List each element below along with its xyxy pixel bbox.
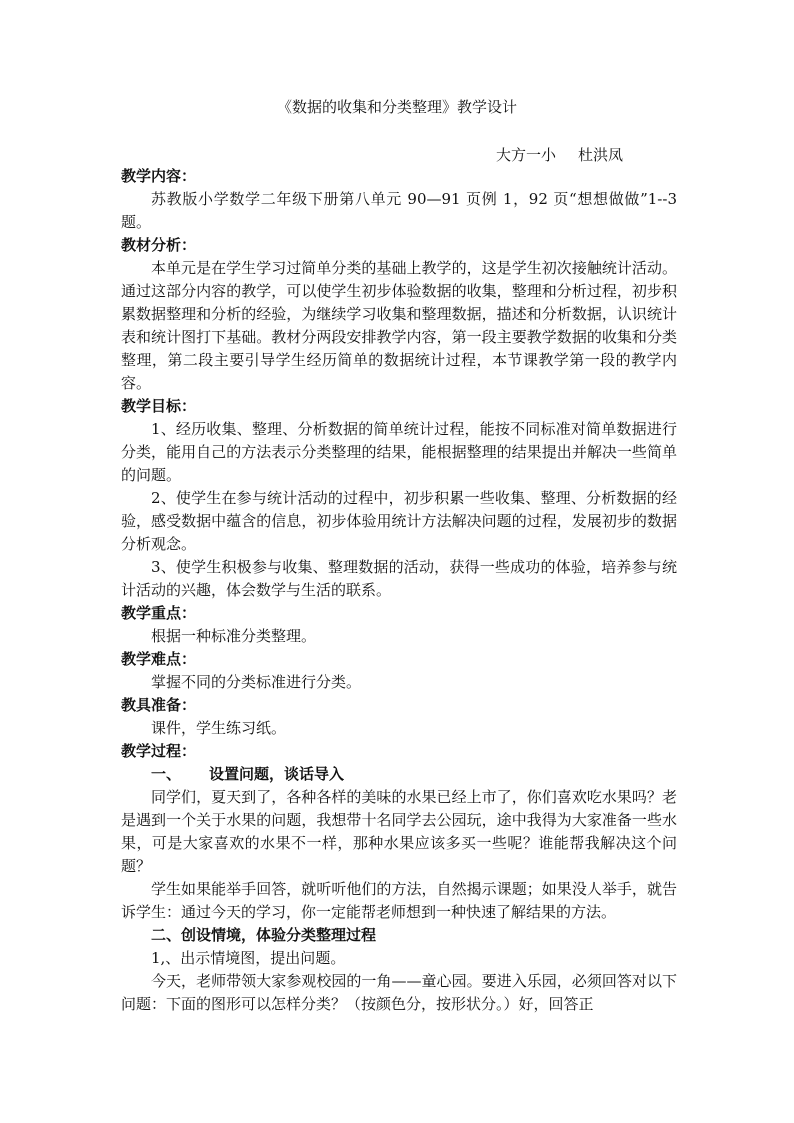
section-difficulties — [121, 648, 677, 694]
section-goals — [121, 395, 677, 602]
author-name: 杜洪凤 — [578, 146, 624, 164]
section-heading: 教学内容： — [121, 167, 197, 185]
paragraph: 学生如果能举手回答，就听听他们的方法，自然揭示课题；如果没人举手，就告诉学生：通过今天的学习，你一定能帮老师想到一种快速了解结果的方法。 — [121, 880, 677, 921]
paragraph: 课件，学生练习纸。 — [151, 719, 287, 737]
paragraph: 3、使学生积极参与收集、整理数据的活动，获得一些成功的体验，培养参与统计活动的兴趣，体会数学与生活的联系。 — [121, 558, 677, 599]
paragraph: 今天，老师带领大家参观校园的一角——童心园。要进入乐园，必须回答对以下问题：下面的图形可以怎样分类？（按颜色分，按形状分。）好，回答正 — [121, 972, 677, 1013]
paragraph: 苏教版小学数学二年级下册第八单元 90—91 页例 1，92 页“想想做做”1--3 题。 — [121, 190, 677, 231]
section-key-points — [121, 602, 677, 648]
step-two-heading: 二、创设情境，体验分类整理过程 — [151, 926, 377, 944]
paragraph: 1、经历收集、整理、分析数据的简单统计过程，能按不同标准对简单数据进行分类，能用自己的方法表示分类整理的结果，能根据整理的结果提出并解决一些简单的问题。 — [121, 420, 677, 484]
paragraph: 1,、出示情境图，提出问题。 — [151, 949, 346, 967]
paragraph: 本单元是在学生学习过简单分类的基础上教学的，这是学生初次接触统计活动。通过这部分内容的教学，可以使学生初步体验数据的收集，整理和分析过程，初步积累数据整理和分析的经验，为继续学习收集和整理数据，描述和分析数据，认识统计表和统计图打下基础。教材分两段安排教学内容，第一段主要教学数据的收集和分类整理，第二段主要引导学生经历简单的数据统计过程，本节课教学第一段的教学内容。 — [121, 259, 677, 392]
document-title: 《数据的收集和分类整理》教学设计 — [276, 98, 517, 116]
section-heading: 教学目标： — [121, 397, 197, 415]
paragraph: 2、使学生在参与统计活动的过程中，初步积累一些收集、整理、分析数据的经验，感受数据中蕴含的信息，初步体验用统计方法解决问题的过程，发展初步的数据分析观念。 — [121, 489, 677, 553]
author-line — [496, 144, 623, 166]
section-heading: 教学重点： — [121, 604, 197, 622]
section-heading: 教学难点： — [121, 650, 197, 668]
section-materials — [121, 694, 677, 740]
section-heading: 教学过程： — [121, 742, 197, 760]
step-number: 一、 — [151, 765, 182, 783]
section-heading: 教具准备： — [121, 696, 197, 714]
paragraph: 根据一种标准分类整理。 — [151, 627, 317, 645]
section-analysis — [121, 234, 677, 395]
section-heading: 教材分析： — [121, 236, 197, 254]
paragraph: 掌握不同的分类标准进行分类。 — [151, 673, 362, 691]
document-body — [121, 165, 677, 1016]
step-one-heading — [121, 763, 677, 786]
section-process — [121, 740, 677, 1016]
paragraph: 同学们，夏天到了，各种各样的美味的水果已经上市了，你们喜欢吃水果吗？老是遇到一个关于水果的问题，我想带十名同学去公园玩，途中我得为大家准备一些水果，可是大家喜欢的水果不一样，那种水果应该多买一些呢？谁能帮我解决这个问题？ — [121, 788, 677, 875]
section-content — [121, 165, 677, 234]
step-title: 设置问题，谈话导入 — [209, 765, 345, 783]
school-name: 大方一小 — [496, 146, 557, 164]
